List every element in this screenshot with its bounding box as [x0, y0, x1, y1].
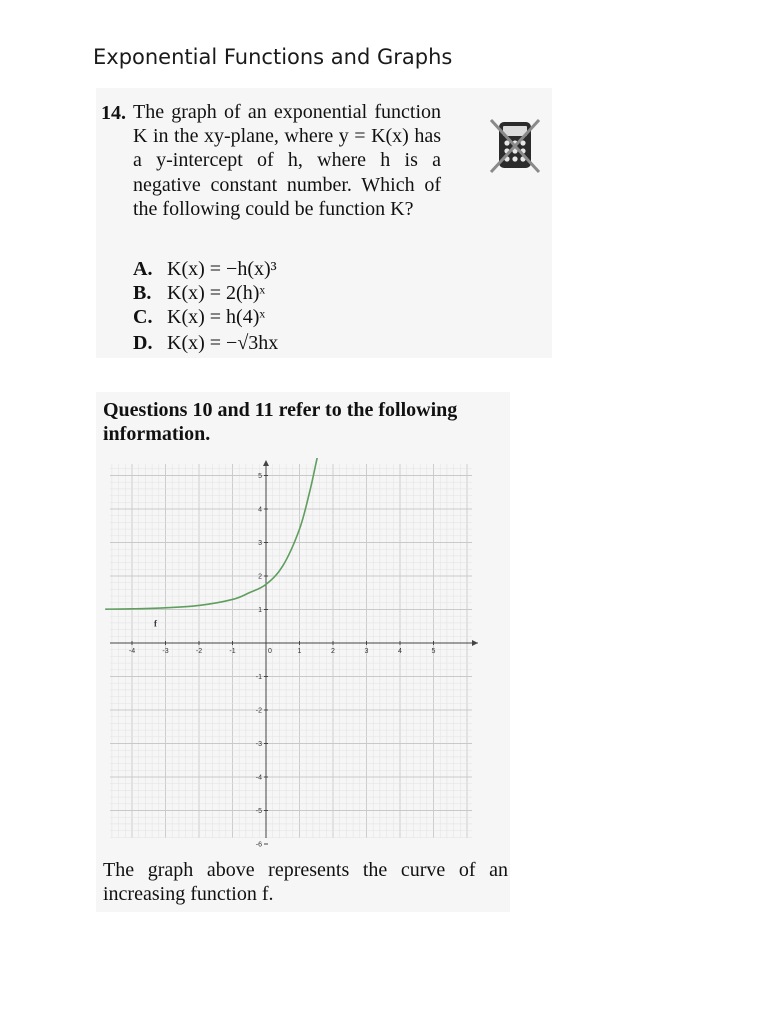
y-tick-label: -1	[255, 674, 262, 681]
y-tick-label: 1	[258, 607, 262, 614]
page-title: Exponential Functions and Graphs	[93, 45, 453, 69]
choice-a: A. K(x) = −h(x)³	[133, 258, 277, 280]
graph-caption: The graph above represents the curve of an increasing function f.	[103, 859, 508, 905]
series-line-f	[105, 458, 321, 609]
function-graph	[96, 458, 510, 848]
x-tick-label: -3	[162, 648, 169, 655]
x-tick-label: -2	[195, 648, 203, 655]
info-block	[96, 392, 510, 912]
y-tick-label: 5	[258, 473, 262, 480]
y-tick-label: -6	[255, 841, 262, 848]
x-tick-label: 1	[297, 648, 302, 655]
no-calculator-icon	[485, 116, 545, 176]
x-tick-label: 0	[268, 648, 272, 655]
y-tick-label: -2	[255, 707, 262, 715]
x-tick-label: -1	[229, 648, 236, 655]
y-tick-label: -5	[255, 808, 262, 815]
info-heading: Questions 10 and 11 refer to the following information.	[103, 399, 458, 445]
question-14-block	[96, 88, 552, 358]
y-tick-label: 4	[258, 506, 262, 514]
x-axis-arrow	[472, 640, 478, 646]
y-axis-arrow	[263, 460, 269, 466]
y-tick-label: -3	[255, 741, 262, 748]
y-tick-label: 2	[258, 573, 262, 581]
choice-c: C. K(x) = h(4)ˣ	[133, 306, 266, 328]
question-number: 14.	[101, 102, 126, 124]
y-tick-label: 3	[258, 540, 262, 547]
question-text: The graph of an exponential function K in the xy-plane, where y = K(x) has a y-intercept of h, where h is a negative constant number. Which of the following could be function K?	[133, 101, 441, 220]
series-label-f: f	[153, 618, 157, 629]
x-tick-label: 3	[364, 648, 369, 655]
y-tick-label: -4	[255, 774, 262, 782]
choice-d: D. K(x) = −√3hx	[133, 332, 279, 354]
x-tick-label: 4	[398, 648, 402, 655]
x-tick-label: 5	[431, 648, 436, 655]
x-tick-label: 2	[331, 648, 335, 655]
x-tick-label: -4	[128, 648, 136, 655]
choice-b: B. K(x) = 2(h)ˣ	[133, 282, 266, 304]
